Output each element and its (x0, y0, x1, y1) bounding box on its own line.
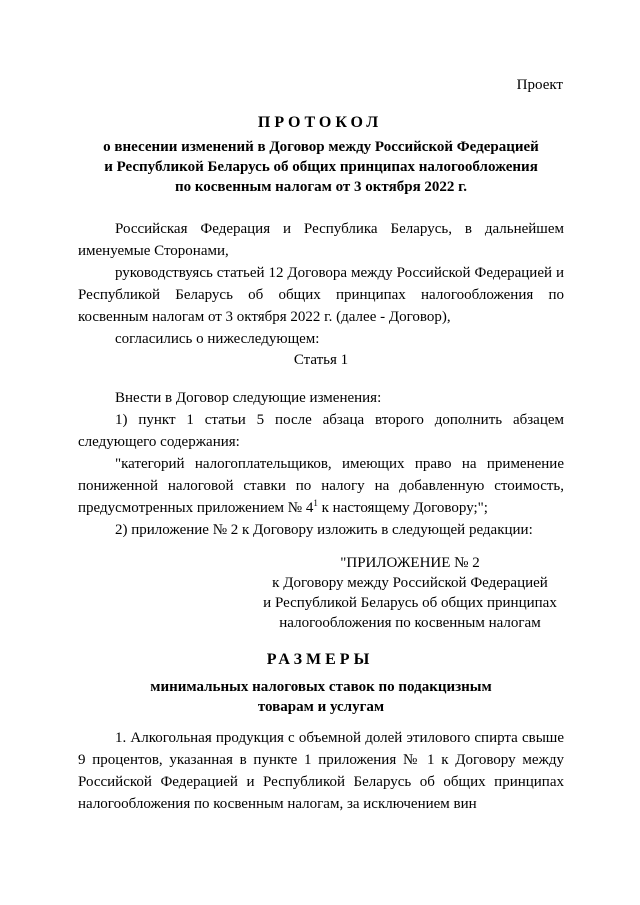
article-quote (78, 453, 564, 519)
subtitle-line: о внесении изменений в Договор между Российской Федерацией (103, 139, 539, 155)
protocol-subtitle (78, 137, 564, 197)
sizes-subtitle (78, 677, 564, 717)
sizes-title: РАЗМЕРЫ (266, 651, 374, 668)
article-paragraph: Внести в Договор следующие изменения: (115, 390, 382, 406)
preamble-paragraph: согласились о нижеследующем: (115, 331, 320, 347)
article-paragraph: 1) пункт 1 статьи 5 после абзаца второго дополнить абзацем следующего содержания: (78, 412, 564, 450)
appendix-line: и Республикой Беларусь об общих принципах (263, 595, 557, 611)
quote-text-end: к настоящему Договору;"; (317, 500, 488, 516)
article-paragraph: 2) приложение № 2 к Договору изложить в следующей редакции: (115, 522, 533, 538)
protocol-title: ПРОТОКОЛ (257, 114, 383, 131)
preamble-paragraph: руководствуясь статьей 12 Договора между Российской Федерацией и Республикой Беларусь об общих принципах налогообложения по косвенным налогам от 3 октября 2022 г. (далее - Договор), (78, 265, 564, 325)
quote-superscript: 1 (313, 498, 318, 508)
sizes-body (78, 727, 564, 815)
article-heading: Статья 1 (293, 352, 349, 368)
draft-label: Проект (516, 77, 563, 93)
preamble-paragraph: Российская Федерация и Республика Беларусь, в дальнейшем именуемые Сторонами, (78, 221, 564, 259)
appendix-line: налогообложения по косвенным налогам (279, 615, 541, 631)
subtitle-line: по косвенным налогам от 3 октября 2022 г. (174, 179, 468, 195)
appendix-line: "ПРИЛОЖЕНИЕ № 2 (340, 555, 480, 571)
sizes-subtitle-line: минимальных налоговых ставок по подакцизным (150, 679, 492, 695)
appendix-line: к Договору между Российской Федерацией (272, 575, 548, 591)
appendix-header (240, 553, 580, 633)
quote-text: "категорий налогоплательщиков, имеющих право на применение пониженной налоговой ставки по налогу на добавленную стоимость, предусмотренных приложением № 4 (78, 456, 564, 516)
sizes-subtitle-line: товарам и услугам (257, 699, 385, 715)
sizes-paragraph: 1. Алкогольная продукция с объемной долей этилового спирта свыше 9 процентов, указанная в пункте 1 приложения № 1 к Договору между Российской Федерацией и Республикой Беларусь об общих принципах налогообложения по косвенным налогам, за исключением вин (78, 730, 564, 812)
article-1 (78, 349, 564, 371)
article-1-body (78, 387, 564, 541)
subtitle-line: и Республикой Беларусь об общих принципах налогообложения (104, 159, 538, 175)
preamble (78, 218, 564, 350)
